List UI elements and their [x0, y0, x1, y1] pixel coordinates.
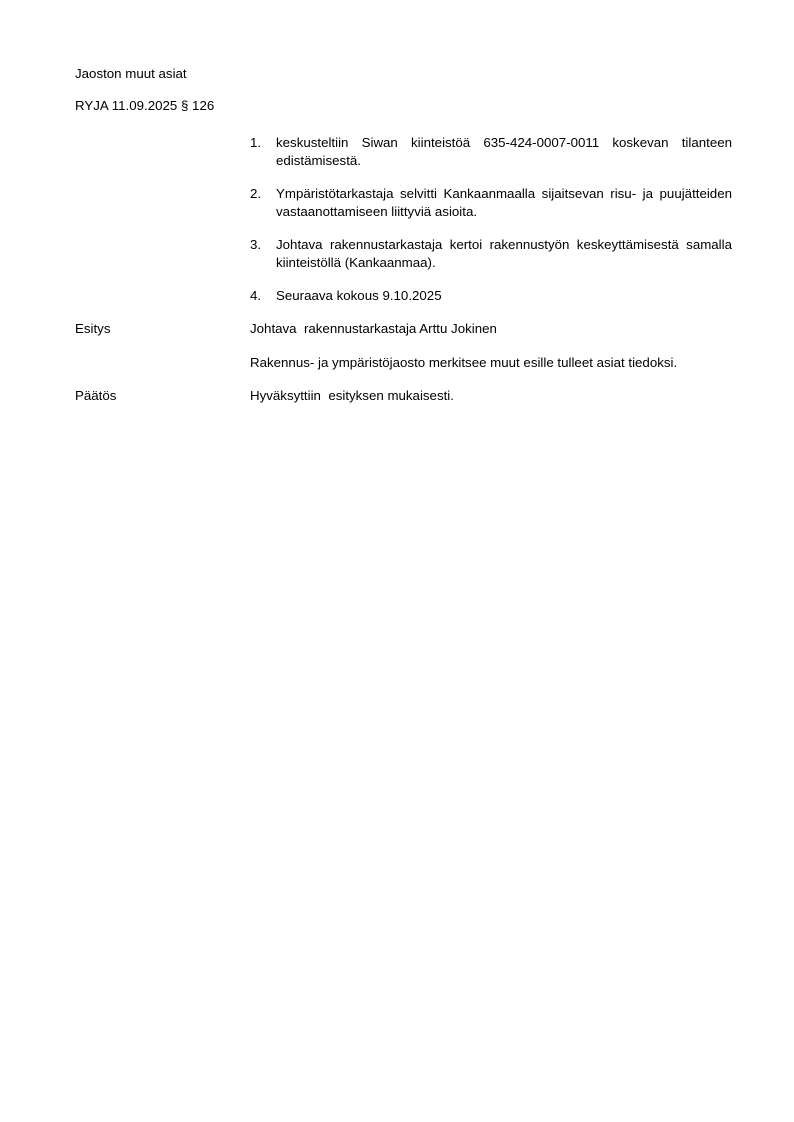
discussion-block: [250, 134, 732, 305]
paatos-paragraph: Hyväksyttiin esityksen mukaisesti.: [250, 388, 454, 403]
esitys-row: [75, 320, 735, 372]
meeting-reference: RYJA 11.09.2025 § 126: [75, 98, 215, 113]
list-item: Johtava rakennustarkastaja kertoi rakennustyön keskeyttämisestä samalla kiinteistöllä (Kankaanmaa).: [276, 237, 732, 270]
paatos-label: Päätös: [75, 388, 117, 403]
section-title: Jaoston muut asiat: [75, 66, 187, 81]
paatos-content: [250, 387, 732, 405]
list-item: Ympäristötarkastaja selvitti Kankaanmaalla sijaitsevan risu- ja puujätteiden vastaanottamiseen liittyviä asioita.: [276, 186, 732, 219]
list-item: keskusteltiin Siwan kiinteistöä 635-424-0007-0011 koskevan tilanteen edistämisestä.: [276, 135, 732, 168]
list-item: Seuraava kokous 9.10.2025: [276, 288, 442, 303]
discussion-list: [250, 134, 732, 305]
esitys-content: [250, 320, 732, 372]
esitys-paragraph: Johtava rakennustarkastaja Arttu Jokinen: [250, 321, 497, 336]
paatos-row: [75, 387, 735, 405]
esitys-paragraph: Rakennus- ja ympäristöjaosto merkitsee muut esille tulleet asiat tiedoksi.: [250, 355, 678, 370]
esitys-label: Esitys: [75, 321, 111, 336]
